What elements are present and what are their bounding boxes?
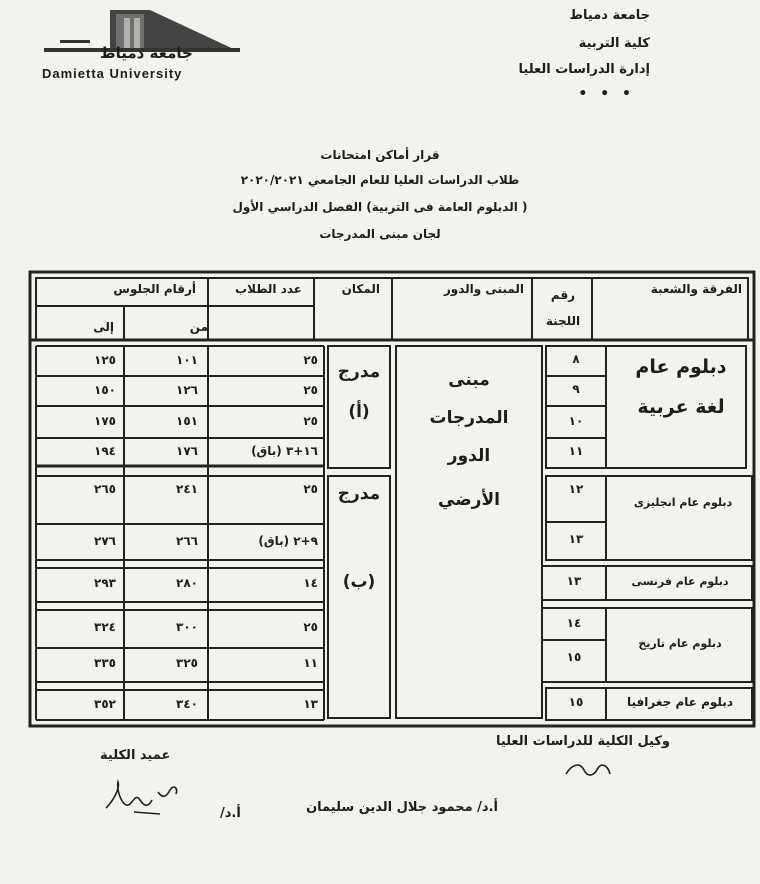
header-from: من <box>189 320 208 334</box>
students-count: ١٦+٣ (باق) <box>251 444 318 458</box>
students-count: ٢٥ <box>303 383 318 397</box>
seat-from: ٣٢٥ <box>176 656 198 670</box>
students-count: ١٤ <box>303 576 318 590</box>
header-seats: أرقام الجلوس <box>113 282 196 296</box>
header-building: المبنى والدور <box>443 282 524 296</box>
header-committee-no: رقم اللجنة <box>545 288 581 328</box>
header-division: الفرقة والشعبة <box>650 282 742 296</box>
header-place: المكان <box>341 282 380 296</box>
seat-from: ١٢٦ <box>176 383 198 397</box>
building-line-4: الأرضي <box>438 490 500 510</box>
seat-from: ١٥١ <box>176 414 198 428</box>
committee-no: ١١ <box>568 444 584 458</box>
division-arabic-line1: دبلوم عام <box>635 356 727 378</box>
students-count: ٢٥ <box>303 353 318 367</box>
students-count: ٢٥ <box>303 414 318 428</box>
seat-from: ٢٤١ <box>176 482 198 496</box>
committee-no: ١٤ <box>566 616 582 630</box>
committee-no: ١٥ <box>566 650 582 664</box>
header-to: إلى <box>93 320 114 334</box>
division-history: دبلوم عام تاريخ <box>638 637 722 650</box>
seat-to: ١٩٤ <box>94 444 116 458</box>
exam-locations-table <box>28 270 756 728</box>
seat-to: ٢٩٣ <box>94 576 116 590</box>
dean-title: عميد الكلية <box>100 748 171 763</box>
division-english: دبلوم عام انجليزى <box>633 496 733 509</box>
seat-to: ٣٣٥ <box>94 656 116 670</box>
seat-from: ١٠١ <box>176 353 198 367</box>
dean-prefix: أ.د/ <box>220 806 241 821</box>
division-geography: دبلوم عام جغرافيا <box>627 695 733 709</box>
division-arabic-line2: لغة عربية <box>637 396 725 418</box>
committee-no: ٨ <box>572 352 580 366</box>
place-b-code: (ب) <box>342 572 376 592</box>
building-line-2: المدرجات <box>429 408 509 428</box>
seat-to: ٣٥٢ <box>94 697 116 711</box>
seat-to: ١٧٥ <box>94 414 116 428</box>
seat-to: ١٥٠ <box>94 383 116 397</box>
logo-arabic-text: جامعة دمياط <box>100 44 193 62</box>
place-b-label: مدرج <box>337 484 381 504</box>
seat-to: ٢٧٦ <box>94 534 116 548</box>
committee-no: ١٢ <box>568 482 584 496</box>
title-line-4: لجان مبنى المدرجات <box>319 227 441 241</box>
header-dots: • • • <box>578 86 635 102</box>
building-line-3: الدور <box>447 446 491 466</box>
vice-dean-signature-icon <box>560 754 620 784</box>
title-line-3: ( الدبلوم العامة فى التربية) الفصل الدراسي الأول <box>232 200 528 214</box>
seat-from: ١٧٦ <box>176 444 198 458</box>
vice-dean-name: أ.د/ محمود جلال الدين سليمان <box>306 800 498 815</box>
place-a-code: (أ) <box>348 402 370 422</box>
building-line-1: مبنى <box>448 370 490 390</box>
header-students: عدد الطلاب <box>235 282 302 296</box>
committee-no: ١٣ <box>566 574 582 588</box>
students-count: ٢٥ <box>303 620 318 634</box>
seat-to: ١٢٥ <box>94 353 116 367</box>
students-count: ١٣ <box>303 697 318 711</box>
place-a-label: مدرج <box>337 362 381 382</box>
department-name: إدارة الدراسات العليا <box>518 62 650 77</box>
committee-no: ١٥ <box>568 695 584 709</box>
title-line-1: قرار أماكن امتحانات <box>320 148 440 162</box>
dean-signature-icon <box>100 778 200 822</box>
title-line-2: طلاب الدراسات العليا للعام الجامعي ٢٠٢٠/٢٠٢١ <box>240 173 520 187</box>
students-count: ٩+٢ (باق) <box>258 534 318 548</box>
vice-dean-title: وكيل الكلية للدراسات العليا <box>495 734 670 749</box>
division-french: دبلوم عام فرنسى <box>631 575 729 588</box>
seat-to: ٣٢٤ <box>94 620 116 634</box>
university-name: جامعة دمياط <box>569 8 650 23</box>
seat-from: ٢٦٦ <box>176 534 198 548</box>
committee-no: ١٠ <box>568 414 584 428</box>
students-count: ٢٥ <box>303 482 318 496</box>
university-logo <box>40 8 250 84</box>
seat-from: ٣٤٠ <box>176 697 198 711</box>
committee-no: ١٣ <box>568 532 584 546</box>
committee-no: ٩ <box>572 382 580 396</box>
faculty-name: كلية التربية <box>578 36 650 51</box>
seat-to: ٢٦٥ <box>94 482 116 496</box>
seat-from: ٢٨٠ <box>176 576 198 590</box>
seat-from: ٣٠٠ <box>176 620 198 634</box>
students-count: ١١ <box>303 656 318 670</box>
logo-latin-text: Damietta University <box>42 66 183 81</box>
